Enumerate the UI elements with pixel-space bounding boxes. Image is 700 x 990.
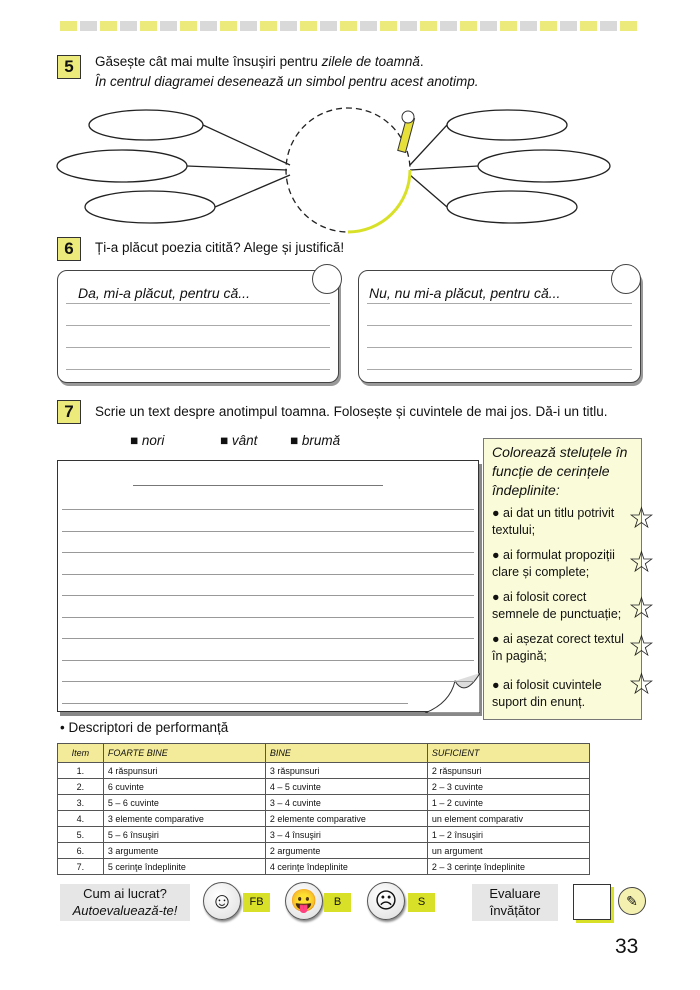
attribute-ellipse bbox=[478, 150, 610, 182]
star-icon[interactable]: ☆ bbox=[628, 630, 655, 663]
table-cell: 3 argumente bbox=[103, 843, 265, 859]
attribute-ellipse bbox=[57, 150, 187, 182]
table-cell: 5 cerinţe îndeplinite bbox=[103, 859, 265, 875]
descriptors-table bbox=[57, 743, 590, 875]
writing-line bbox=[62, 531, 474, 532]
page-number: 33 bbox=[615, 935, 639, 958]
table-cell: 1 – 2 cuvinte bbox=[427, 795, 589, 811]
stripe-segment bbox=[100, 21, 117, 31]
writing-line bbox=[62, 638, 474, 639]
table-cell: 3 – 4 însuşiri bbox=[265, 827, 427, 843]
support-word: ■ brumă bbox=[290, 433, 341, 448]
writing-line bbox=[62, 681, 474, 682]
stripe-segment bbox=[280, 21, 297, 31]
support-word: ■ nori bbox=[130, 433, 165, 448]
answer-no-label: Nu, nu mi-a plăcut, pentru că... bbox=[369, 285, 561, 301]
stripe-segment bbox=[220, 21, 237, 31]
table-cell: 5. bbox=[58, 827, 104, 843]
word-bruma: brumă bbox=[301, 433, 341, 448]
writing-line bbox=[62, 595, 474, 596]
table-cell: 4. bbox=[58, 811, 104, 827]
table-header: SUFICIENT bbox=[427, 744, 589, 763]
task-5-text: Găsește cât mai multe însușiri pentru bbox=[95, 54, 322, 69]
self-check-sidebar bbox=[483, 438, 642, 720]
stripe-segment bbox=[540, 21, 557, 31]
task-7-number: 7 bbox=[57, 400, 81, 424]
sad-face-icon[interactable]: ☹ bbox=[367, 882, 405, 920]
task-5-emphasis: zilele de toamnă bbox=[321, 54, 420, 69]
writing-line bbox=[62, 574, 474, 575]
stripe-segment bbox=[520, 21, 537, 31]
corner-circle bbox=[611, 264, 641, 294]
title-line bbox=[133, 485, 383, 486]
stripe-segment bbox=[140, 21, 157, 31]
sidebar-heading: Colorează steluțele în funcție de cerințele îndeplinite: bbox=[492, 444, 628, 498]
stripe-segment bbox=[180, 21, 197, 31]
table-cell: 2 – 3 cerinţe îndeplinite bbox=[427, 859, 589, 875]
table-row bbox=[58, 827, 590, 843]
answer-box-no[interactable] bbox=[358, 270, 641, 383]
criterion: ● ai dat un titlu potrivit textului; bbox=[492, 506, 615, 537]
task-5-line2: În centrul diagramei desenează un simbol pentru acest anotimp. bbox=[95, 74, 479, 89]
writing-line bbox=[62, 660, 474, 661]
stripe-segment bbox=[360, 21, 377, 31]
answer-box-yes[interactable] bbox=[57, 270, 339, 383]
stripe-segment bbox=[580, 21, 597, 31]
stripe-segment bbox=[240, 21, 257, 31]
tongue-face-icon[interactable]: 😛 bbox=[285, 882, 323, 920]
stripe-segment bbox=[600, 21, 617, 31]
table-cell: 5 – 6 însuşiri bbox=[103, 827, 265, 843]
attribute-ellipse bbox=[85, 191, 215, 223]
table-row bbox=[58, 811, 590, 827]
stripe-segment bbox=[620, 21, 637, 31]
table-cell: 7. bbox=[58, 859, 104, 875]
stripe-segment bbox=[500, 21, 517, 31]
teacher-grade-box[interactable] bbox=[573, 884, 611, 920]
table-cell: 3. bbox=[58, 795, 104, 811]
criterion: ● ai folosit corect semnele de punctuație; bbox=[492, 590, 622, 621]
descriptors-title: • Descriptori de performanță bbox=[60, 720, 229, 735]
stripe-segment bbox=[400, 21, 417, 31]
stripe-segment bbox=[320, 21, 337, 31]
stripe-segment bbox=[200, 21, 217, 31]
spider-diagram bbox=[0, 95, 700, 235]
stripe-segment bbox=[460, 21, 477, 31]
corner-circle bbox=[312, 264, 342, 294]
table-row bbox=[58, 779, 590, 795]
criterion: ● ai așezat corect textul în pagină; bbox=[492, 632, 624, 663]
star-icon[interactable]: ☆ bbox=[628, 668, 655, 701]
answer-yes-label: Da, mi-a plăcut, pentru că... bbox=[78, 285, 250, 301]
header-stripe bbox=[60, 21, 637, 31]
table-header: FOARTE BINE bbox=[103, 744, 265, 763]
task-5-number: 5 bbox=[57, 55, 81, 79]
stripe-segment bbox=[380, 21, 397, 31]
table-cell: 6 cuvinte bbox=[103, 779, 265, 795]
table-row bbox=[58, 795, 590, 811]
stripe-segment bbox=[300, 21, 317, 31]
table-cell: 2. bbox=[58, 779, 104, 795]
stripe-segment bbox=[60, 21, 77, 31]
table-cell: 3 elemente comparative bbox=[103, 811, 265, 827]
attribute-ellipse bbox=[447, 110, 567, 140]
table-cell: 5 – 6 cuvinte bbox=[103, 795, 265, 811]
table-cell: 4 cerinţe îndeplinite bbox=[265, 859, 427, 875]
task-5-instructions bbox=[95, 52, 478, 92]
star-icon[interactable]: ☆ bbox=[628, 502, 655, 535]
stripe-segment bbox=[260, 21, 277, 31]
attribute-ellipse bbox=[447, 191, 577, 223]
table-header: Item bbox=[58, 744, 104, 763]
teacher-evaluation-label: Evaluare învățător bbox=[472, 884, 558, 921]
task-7-instructions: Scrie un text despre anotimpul toamna. Folosește și cuvintele de mai jos. Dă-i un titlu. bbox=[95, 404, 608, 419]
stripe-segment bbox=[480, 21, 497, 31]
writing-area[interactable] bbox=[57, 460, 479, 712]
criterion: ● ai folosit cuvintele suport din enunț. bbox=[492, 678, 602, 709]
support-word: ■ vânt bbox=[220, 433, 258, 448]
page-curl-icon bbox=[425, 673, 480, 713]
table-cell: 2 răspunsuri bbox=[427, 763, 589, 779]
table-cell: 2 – 3 cuvinte bbox=[427, 779, 589, 795]
happy-face-icon[interactable]: ☺ bbox=[203, 882, 241, 920]
s-label: S bbox=[408, 893, 435, 912]
stripe-segment bbox=[80, 21, 97, 31]
task-6-number: 6 bbox=[57, 237, 81, 261]
table-cell: 3 răspunsuri bbox=[265, 763, 427, 779]
star-icon[interactable]: ☆ bbox=[628, 546, 655, 579]
fb-label: FB bbox=[243, 893, 270, 912]
attribute-ellipse bbox=[89, 110, 203, 140]
writing-line bbox=[62, 552, 474, 553]
table-cell: 2 argumente bbox=[265, 843, 427, 859]
criterion: ● ai formulat propoziții clare și complete; bbox=[492, 548, 615, 579]
stripe-segment bbox=[560, 21, 577, 31]
writing-line bbox=[62, 509, 474, 510]
table-cell: 2 elemente comparative bbox=[265, 811, 427, 827]
table-cell: 1. bbox=[58, 763, 104, 779]
word-nori: nori bbox=[141, 433, 165, 448]
table-cell: 3 – 4 cuvinte bbox=[265, 795, 427, 811]
stripe-segment bbox=[420, 21, 437, 31]
pencil-mascot-icon bbox=[398, 111, 415, 152]
star-icon[interactable]: ☆ bbox=[628, 592, 655, 625]
writing-line bbox=[62, 617, 474, 618]
table-cell: 4 – 5 cuvinte bbox=[265, 779, 427, 795]
stripe-segment bbox=[340, 21, 357, 31]
table-header: BINE bbox=[265, 744, 427, 763]
word-vant: vânt bbox=[231, 433, 258, 448]
task-6-instructions: Ți-a plăcut poezia citită? Alege și justifică! bbox=[95, 240, 345, 255]
task-5-period: . bbox=[419, 54, 424, 69]
table-cell: un argument bbox=[427, 843, 589, 859]
stripe-segment bbox=[120, 21, 137, 31]
stripe-segment bbox=[160, 21, 177, 31]
b-label: B bbox=[324, 893, 351, 912]
table-row bbox=[58, 859, 590, 875]
stripe-segment bbox=[440, 21, 457, 31]
pencil-hand-icon: ✎ bbox=[618, 887, 646, 915]
table-cell: un element comparativ bbox=[427, 811, 589, 827]
table-cell: 4 răspunsuri bbox=[103, 763, 265, 779]
table-row bbox=[58, 843, 590, 859]
table-cell: 6. bbox=[58, 843, 104, 859]
table-cell: 1 – 2 însuşiri bbox=[427, 827, 589, 843]
writing-line bbox=[62, 703, 408, 704]
self-evaluation-label: Cum ai lucrat? Autoevaluează-te! bbox=[60, 884, 190, 921]
table-row bbox=[58, 763, 590, 779]
